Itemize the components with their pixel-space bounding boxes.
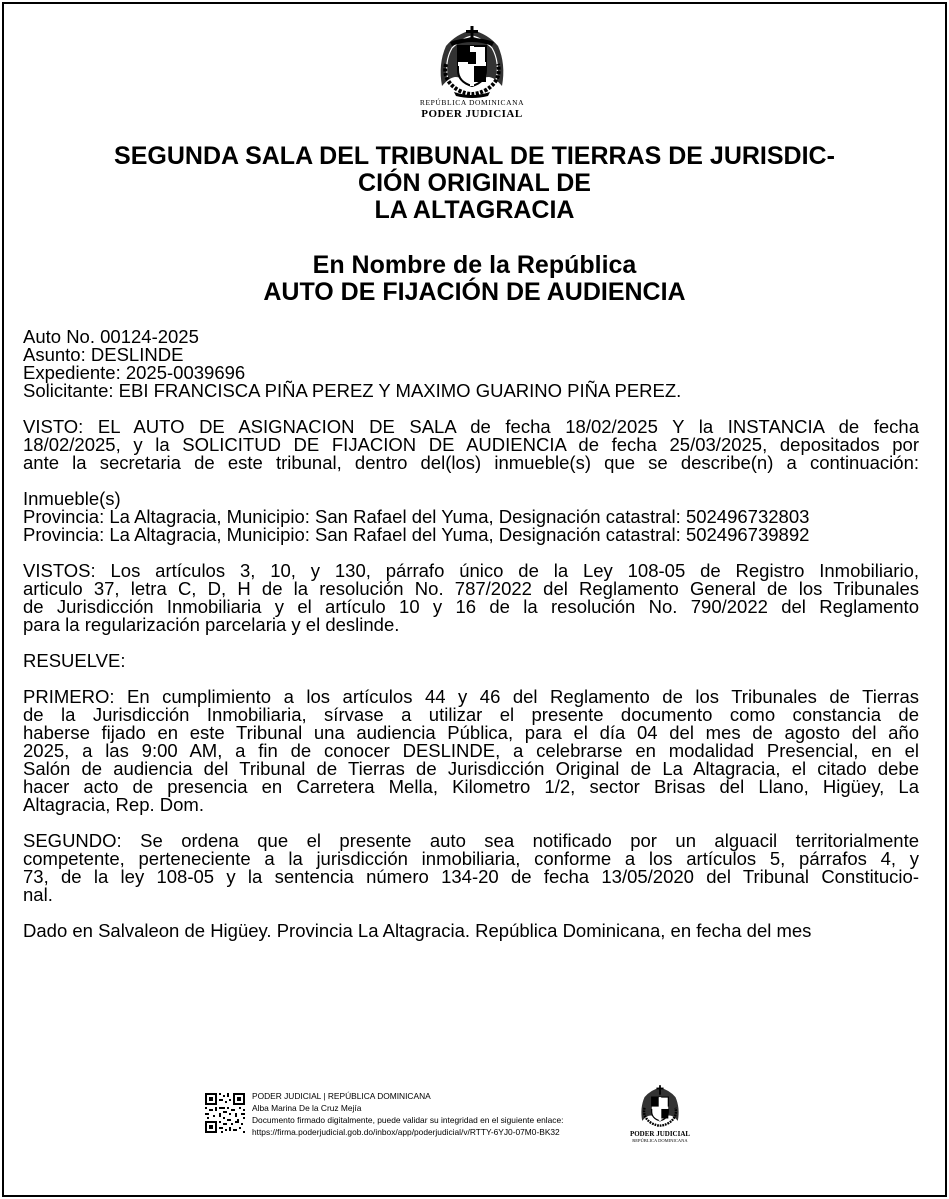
segundo-line: 73, de la ley 108-05 y la sentencia número 134-20 de fecha 13/05/2020 del Tribunal Constitucio- (23, 866, 919, 887)
court-heading-line: LA ALTAGRACIA (374, 196, 575, 224)
inmuebles-label: Inmueble(s) (23, 488, 121, 509)
primero-line: 2025, a las 9:00 AM, a fin de conocer DESLINDE, a celebrarse en modalidad Presencial, en el (23, 740, 919, 761)
signature-note: Documento firmado digitalmente, puede validar su integridad en el siguiente enlace: (252, 1115, 564, 1125)
document-body (23, 328, 919, 940)
seal-caption (382, 99, 562, 120)
segundo-line: competente, perteneciente a la jurisdicción inmobiliaria, conforme a los artículos 5, párrafos 4, y (23, 848, 919, 869)
document-heading (20, 252, 929, 306)
resuelve-label: RESUELVE: (23, 650, 126, 671)
inmueble-item: Provincia: La Altagracia, Municipio: San Rafael del Yuma, Designación catastral: 502496739892 (23, 524, 810, 545)
seal-caption-country: REPÚBLICA DOMINICANA (419, 98, 525, 107)
case-expediente: Expediente: 2025-0039696 (23, 362, 246, 383)
court-heading-line: CIÓN ORIGINAL DE (358, 169, 591, 197)
vistos-line: de Jurisdicción Inmobiliaria y el artículo 10 y 16 de la resolución No. 790/2022 del Reglamento (23, 596, 919, 617)
seal-small-caption-institution: PODER JUDICIAL (629, 1130, 691, 1138)
signature-link[interactable]: https://firma.poderjudicial.gob.do/inbox/app/poderjudicial/v/RTTY-6YJ0-07M0-BK32 (252, 1127, 560, 1137)
qr-code-icon[interactable] (204, 1092, 246, 1134)
inmueble-item: Provincia: La Altagracia, Municipio: San Rafael del Yuma, Designación catastral: 502496732803 (23, 506, 810, 527)
segundo-line: nal. (23, 884, 53, 905)
case-asunto: Asunto: DESLINDE (23, 344, 184, 365)
digital-signature-block (204, 1090, 694, 1150)
primero-line: haberse fijado en este Tribunal una audiencia Pública, para el día 04 del mes de agosto del año (23, 722, 919, 743)
segundo-line: SEGUNDO: Se ordena que el presente auto sea notificado por un alguacil territorialmente (23, 830, 919, 851)
signature-org: PODER JUDICIAL | REPÚBLICA DOMINICANA (252, 1091, 431, 1101)
seal-small-caption (628, 1131, 692, 1144)
coat-of-arms-icon (636, 1084, 684, 1128)
seal-small-caption-country: REPÚBLICA DOMINICANA (632, 1138, 688, 1143)
seal-caption-institution: PODER JUDICIAL (421, 107, 523, 120)
vistos-line: articulo 37, letra C, D, H de la resolución No. 787/2022 del Reglamento General de los Tribunales (23, 578, 919, 599)
primero-line: Salón de audiencia del Tribunal de Tierras de Jurisdicción Original de La Altagracia, el citado debe (23, 758, 919, 779)
primero-line: Altagracia, Rep. Dom. (23, 794, 204, 815)
visto-line: VISTO: EL AUTO DE ASIGNACION DE SALA de fecha 18/02/2025 Y la INSTANCIA de fecha (23, 416, 919, 437)
coat-of-arms-icon (432, 24, 512, 98)
case-auto: Auto No. 00124-2025 (23, 326, 199, 347)
case-solicitante: Solicitante: EBI FRANCISCA PIÑA PEREZ Y MAXIMO GUARINO PIÑA PEREZ. (23, 380, 682, 401)
primero-line: hacer acto de presencia en Carretera Mella, Kilometro 1/2, sector Brisas del Llano, Higüey, La (23, 776, 919, 797)
signature-signer: Alba Marina De la Cruz Mejía (252, 1103, 362, 1113)
court-heading-line: SEGUNDA SALA DEL TRIBUNAL DE TIERRAS DE JURISDIC- (114, 142, 835, 170)
signature-text (252, 1090, 563, 1138)
primero-line: PRIMERO: En cumplimiento a los artículos 44 y 46 del Reglamento de los Tribunales de Tierras (23, 686, 919, 707)
vistos-line: VISTOS: Los artículos 3, 10, y 130, párrafo único de la Ley 108-05 de Registro Inmobiliario, (23, 560, 919, 581)
primero-line: de la Jurisdicción Inmobiliaria, sírvase a utilizar el presente documento como constancia de (23, 704, 919, 725)
dado-line: Dado en Salvaleon de Higüey. Provincia La Altagracia. República Dominicana, en fecha del mes (23, 920, 812, 941)
document-title: AUTO DE FIJACIÓN DE AUDIENCIA (263, 278, 686, 306)
vistos-line: para la regularización parcelaria y el deslinde. (23, 614, 400, 635)
visto-line: ante la secretaria de este tribunal, dentro del(los) inmueble(s) que se describe(n) a continuación: (23, 452, 919, 473)
republic-line: En Nombre de la República (312, 251, 637, 279)
court-heading (20, 143, 929, 224)
visto-line: 18/02/2025, y la SOLICITUD DE FIJACION DE AUDIENCIA de fecha 25/03/2025, depositados por (23, 434, 919, 455)
